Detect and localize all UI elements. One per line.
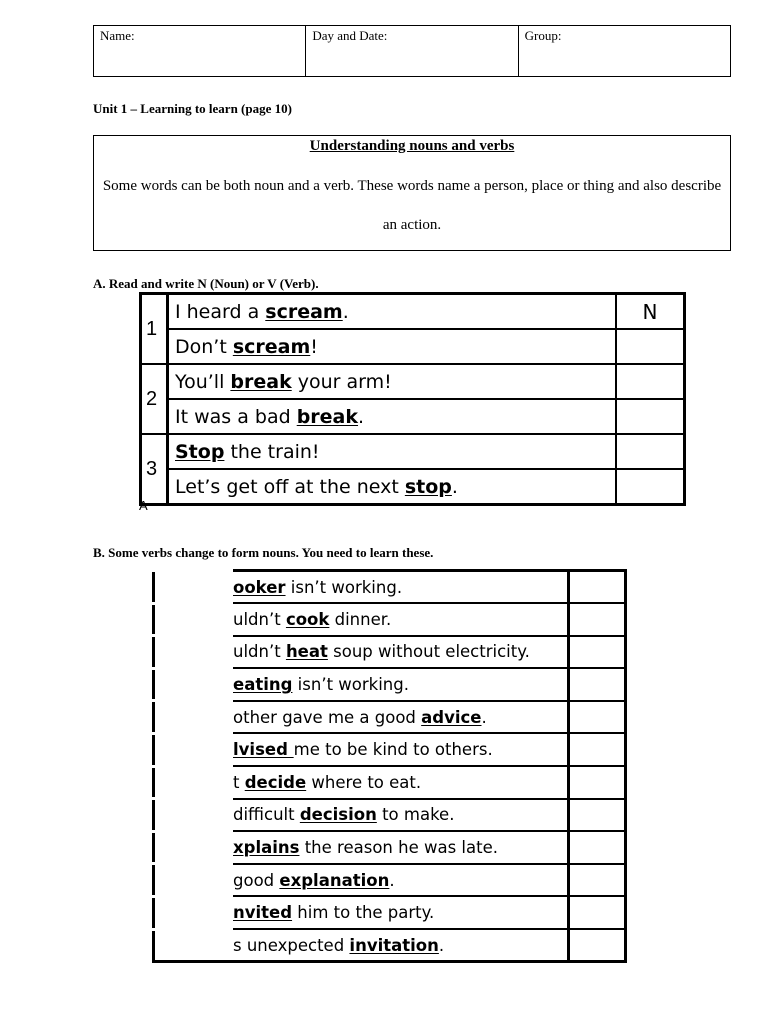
sentence-after: the reason he was late. [299,838,498,858]
keyword: nvited [233,903,293,923]
group-label: Group: [524,28,562,43]
keyword: stop [404,475,452,498]
group-number: 3 [141,434,168,505]
table-row [141,399,685,434]
sentence-after: the train! [224,440,320,463]
sentence [233,571,569,604]
sentence-before: s unexpected [233,935,350,955]
keyword: break [296,405,359,428]
blank-column [154,571,234,604]
table-row [154,701,626,734]
sentence-after: . [451,475,458,498]
sentence-before: You’ll [175,370,231,393]
answer-field[interactable] [569,864,626,897]
date-label: Day and Date: [312,28,388,43]
blank-column [154,766,234,799]
table-row [141,364,685,399]
table-row [154,929,626,962]
answer-field[interactable] [569,831,626,864]
table-row [154,571,626,604]
sentence-after: soup without electricity. [327,642,530,662]
sentence-before: Let’s get off at the next [175,475,405,498]
answer-field[interactable] [569,799,626,832]
sentence-before: Don’t [175,335,233,358]
answer-field[interactable] [569,701,626,734]
answer-field[interactable] [616,329,685,364]
table-row [141,434,685,469]
name-field[interactable] [94,26,306,77]
keyword: xplains [233,838,300,858]
sentence-after: . [389,870,395,890]
sentence-after: isn’t working. [285,577,403,597]
table-row [141,294,685,330]
sentence [233,864,569,897]
blank-column [154,864,234,897]
sentence-after: him to the party. [292,903,435,923]
answer-field[interactable] [616,469,685,505]
section-b-heading: B. Some verbs change to form nouns. You need to learn these. [93,545,434,560]
sentence-after: . [438,935,445,955]
keyword: Stop [175,440,225,463]
answer-field[interactable] [569,766,626,799]
unit-title: Unit 1 – Learning to learn (page 10) [93,101,292,116]
sentence [168,434,617,469]
sentence [233,766,569,799]
table-row [154,636,626,669]
sentence-after: where to eat. [306,772,422,792]
group-number: 2 [141,364,168,434]
blank-column [154,733,234,766]
sentence-after: your arm! [291,370,392,393]
table-row [154,733,626,766]
keyword: scream [265,300,343,323]
answer-field[interactable] [569,896,626,929]
section-b-table [152,569,627,963]
table-row [154,799,626,832]
sentence [233,701,569,734]
name-label: Name: [100,28,135,43]
student-info-table [93,25,731,77]
sentence [168,364,617,399]
sentence [168,399,617,434]
sentence [233,929,569,962]
keyword: ooker [233,577,286,597]
sentence [168,294,617,330]
sentence [233,603,569,636]
blank-column [154,603,234,636]
answer-field[interactable] [569,571,626,604]
blank-column [154,831,234,864]
sentence-after: . [342,300,349,323]
answer-field[interactable] [569,929,626,962]
group-number: 1 [141,294,168,365]
sentence [168,329,617,364]
sentence [233,799,569,832]
sentence-before: difficult [233,805,300,825]
info-box-body: Some words can be both noun and a verb. These words name a person, place or thing and also describe an action. [102,178,722,233]
sentence-before: good [233,870,280,890]
blank-column [154,929,234,962]
sentence-before: It was a bad [175,405,297,428]
table-row [141,329,685,364]
sentence-after: me to be kind to others. [293,740,493,760]
keyword: decide [244,772,307,792]
keyword: cook [285,609,330,629]
sentence-before: uldn’t [233,642,286,662]
keyword: heat [285,642,328,662]
table-row [154,896,626,929]
table-row [154,831,626,864]
table-row [154,668,626,701]
sentence [233,636,569,669]
sentence-before: other gave me a good [233,707,422,727]
answer-field[interactable] [569,668,626,701]
keyword: lvised [233,740,294,760]
scan-artifact: A [139,498,148,513]
answer-field[interactable] [569,636,626,669]
sentence-after: . [481,707,487,727]
section-a-heading: A. Read and write N (Noun) or V (Verb). [93,276,319,291]
blank-column [154,636,234,669]
table-row [154,766,626,799]
blank-column [154,799,234,832]
sentence-after: to make. [376,805,455,825]
keyword: eating [233,675,293,695]
group-field[interactable] [518,26,730,77]
keyword: break [230,370,292,393]
date-field[interactable] [306,26,518,77]
sentence [168,469,617,505]
answer-field[interactable] [569,603,626,636]
keyword: invitation [349,935,439,955]
keyword: scream [232,335,311,358]
info-box [93,135,731,251]
section-a-table [139,292,686,506]
answer-field[interactable] [569,733,626,766]
sentence-after: isn’t working. [292,675,409,695]
sentence-after: ! [310,335,318,358]
answer-field[interactable] [616,364,685,399]
table-row [154,864,626,897]
sentence [233,733,569,766]
sentence-before: I heard a [175,300,266,323]
answer-field[interactable] [616,399,685,434]
keyword: decision [299,805,377,825]
sentence-before: t [233,772,245,792]
sentence [233,831,569,864]
keyword: advice [421,707,482,727]
sentence-after: . [358,405,365,428]
answer-field[interactable]: N [616,294,685,330]
sentence [233,896,569,929]
answer-field[interactable] [616,434,685,469]
table-row [154,603,626,636]
blank-column [154,668,234,701]
blank-column [154,701,234,734]
sentence-before: uldn’t [233,609,286,629]
blank-column [154,896,234,929]
info-box-title: Understanding nouns and verbs [309,138,515,154]
sentence [233,668,569,701]
keyword: explanation [279,870,390,890]
table-row [141,469,685,505]
sentence-after: dinner. [329,609,392,629]
